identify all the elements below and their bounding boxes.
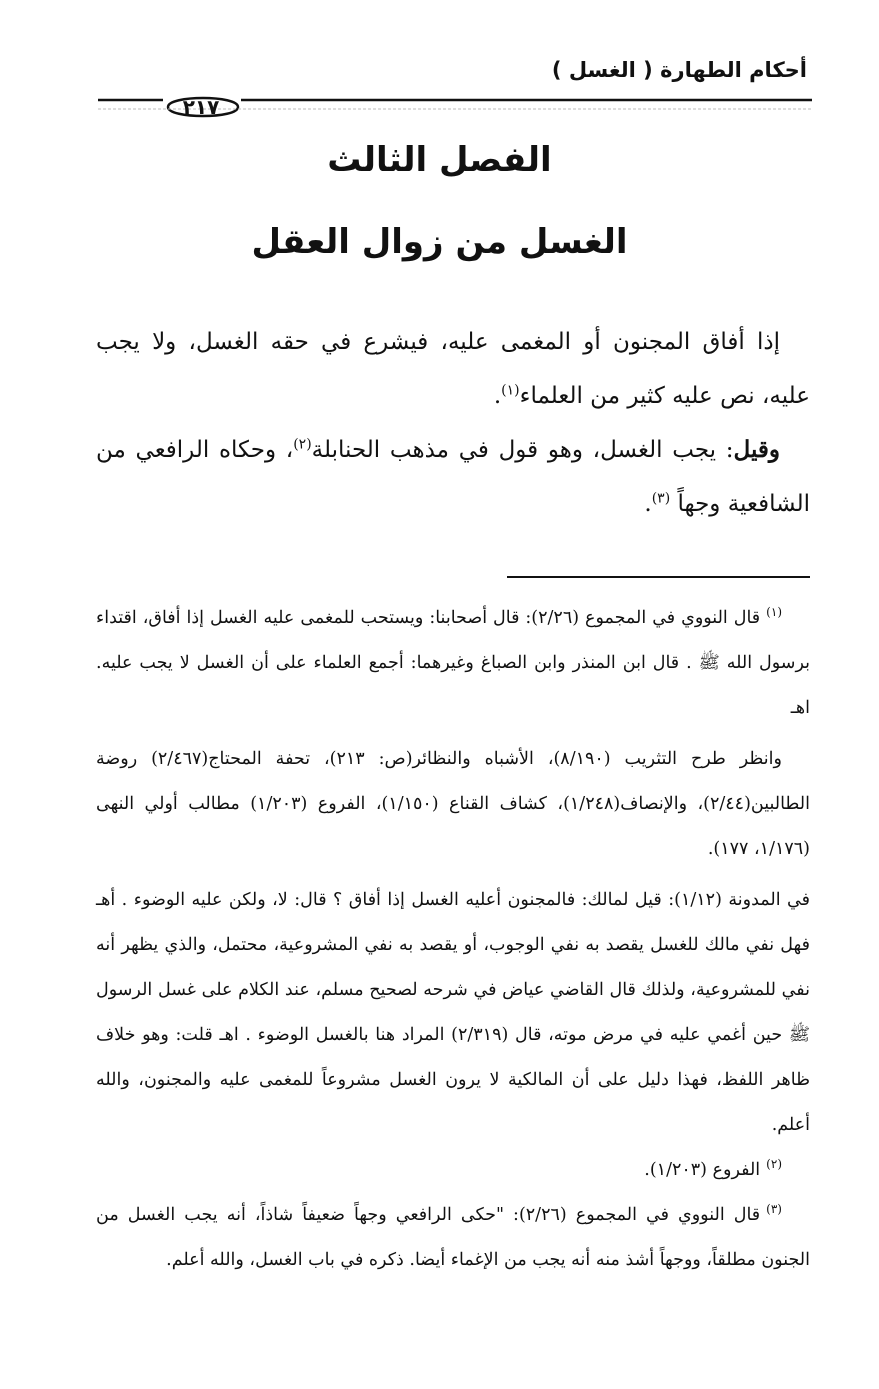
footnote-text: وانظر طرح التثريب (٨/١٩٠)، الأشباه والنظائر(ص: ٢١٣)، تحفة المحتاج(٢/٤٦٧) روضة الطالبين(٢/٤٤)، والإنصاف(١/٢٤٨)، كشاف القناع (١/١٥٠)، الفروع (١/٢٠٣) مطالب أولي النهى (١/١٧٦، ١٧٧). [96, 749, 810, 859]
main-text [96, 315, 810, 531]
footnote-marker: (١) [766, 605, 782, 620]
footnote-separator [507, 576, 810, 578]
footnote-text: قال النووي في المجموع (٢/٢٦): قال أصحابنا: ويستحب للمغمى عليه الغسل إذا أفاق، اقتداء برسول الله ﷺ . قال ابن المنذر وابن الصباغ وغيرهما: أجمع العلماء على أن الغسل لا يجب عليه. اهـ [96, 608, 810, 718]
footnote-1-continued [96, 737, 810, 872]
footnote-2 [96, 1148, 810, 1193]
footnote-marker: (٢) [766, 1157, 782, 1172]
body-paragraph [96, 423, 810, 531]
section-heading: الغسل من زوال العقل [251, 222, 628, 262]
paragraph-text: : يجب الغسل، وهو قول في مذهب الحنابلة [311, 437, 734, 463]
footnotes [96, 596, 810, 1283]
footnote-1-continued [96, 878, 810, 1148]
footnote-text: الفروع (١/٢٠٣). [644, 1160, 761, 1180]
footnote-1 [96, 596, 810, 731]
footnote-text: قال النووي في المجموع (٢/٢٦): "حكى الرافعي وجهاً ضعيفاً شاذاً، أنه يجب الغسل من الجنون مطلقاً، ووجهاً أشذ منه أنه يجب من الإغماء أيضا. ذكره في باب الغسل، والله أعلم. [96, 1205, 810, 1270]
footnote-3 [96, 1193, 810, 1283]
paragraph-end: . [493, 383, 502, 409]
footnote-marker: (٣) [766, 1202, 782, 1217]
page-number: ٢١٧ [182, 95, 220, 119]
footnote-text: في المدونة (١/١٢): قيل لمالك: فالمجنون أعليه الغسل إذا أفاق ؟ قال: لا، ولكن عليه الوضوء . أهـ فهل نفي مالك للغسل يقصد به نفي الوجوب، أو يقصد به نفي المشروعية، محتمل، والذي يظهر أنه نفي للمشروعية، ولذلك قال القاضي عياض في شرحه لصحيح مسلم، عند الكلام على غسل الرسول ﷺ حين أغمي عليه في مرض موته، قال (٢/٣١٩) المراد هنا بالغسل الوضوء . اهـ قلت: وهو خلاف ظاهر اللفظ، فهذا دليل على أن المالكية لا يرون الغسل مشروعاً للمغمى عليه والمجنون، والله أعلم. [96, 890, 811, 1135]
footnote-reference: (٣) [651, 490, 671, 507]
footnote-reference: (٢) [293, 436, 312, 453]
footnote-reference: (١) [501, 382, 520, 399]
body-paragraph [96, 315, 810, 423]
running-title: أحكام الطهارة ( الغسل ) [551, 58, 807, 82]
paragraph-end: . [644, 491, 652, 517]
lead-word: وقيل [733, 436, 780, 463]
chapter-heading: الفصل الثالث [327, 140, 552, 180]
paragraph-text: ، وحكاه الرافعي من الشافعية وجهاً [96, 437, 810, 517]
paragraph-text: إذا أفاق المجنون أو المغمى عليه، فيشرع في حقه الغسل، ولا يجب عليه، نص عليه كثير من العلماء [96, 329, 810, 409]
